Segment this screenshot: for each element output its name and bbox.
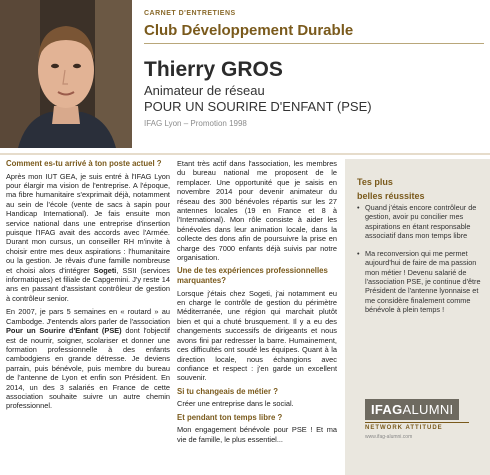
question-heading: Si tu changeais de métier ? [177, 386, 278, 396]
logo-tagline: NETWORK ATTITUDE [365, 425, 443, 431]
section-separator [0, 153, 490, 155]
article-header [132, 0, 490, 150]
person-role: Animateur de réseau [144, 83, 265, 98]
question-heading: Comment es-tu arrivé à ton poste actuel ? [6, 159, 162, 168]
logo-wordmark: IFAGALUMNI [365, 399, 459, 420]
club-title: Club Développement Durable [144, 22, 354, 39]
question-heading: Et pendant ton temps libre ? [177, 412, 283, 422]
association-name: Pour un Sourire d'Enfant (PSE) [6, 326, 122, 336]
successes-sidebar [345, 159, 490, 475]
portrait-photo [0, 0, 132, 148]
portrait-image [0, 0, 132, 148]
success-item: • Ma reconversion qui me permet aujourd'hui de faire de ma passion mon métier ! Devenu salarié de l'association PSE, je continue d'être Président de l'antenne lyonnaise et me considère finalement comme bénévole à plein temps ! [357, 249, 483, 314]
website-link[interactable]: www.ifag-alumni.com [365, 434, 413, 440]
success-list [357, 203, 483, 323]
person-organization: POUR UN SOURIRE D'ENFANT (PSE) [144, 99, 372, 114]
question-heading: Une de tes expériences professionnelles marquantes? [177, 266, 328, 286]
answer-paragraph: En 2007, je pars 5 semaines en « routard » au Cambodge. J'entends alors parler de l'association Pour un Sourire d'Enfant (PSE) dont l'objectif est de nourrir, soigner, scolariser et donner une formation professionnelle à des enfants cambodgiens en grande détresse. Je deviens parrain, puis bénévole, puis membre du bureau de l'antenne de Lyon et enfin son Président. En 2014, un des 3 salariés en France de cette association souhaite suivre un autre chemin professionnel. [6, 307, 170, 411]
company-name: Sogeti [93, 265, 117, 275]
ifag-alumni-logo[interactable] [365, 399, 475, 440]
section-kicker: CARNET D'ENTRETIENS [144, 10, 236, 17]
person-name: Thierry GROS [144, 58, 283, 81]
answer-paragraph: Créer une entreprise dans le social. [177, 399, 294, 409]
article-column-1 [6, 159, 170, 415]
promotion-label: IFAG Lyon – Promotion 1998 [144, 119, 247, 128]
answer-paragraph: Etant très actif dans l'association, les membres du bureau national me proposent de le remplacer. Une opportunité que je saisis en novembre 2014 pour devenir animateur du réseau des 300 bénévoles répartis sur les 27 antennes locales (19 en France et 8 à l'International). Mon rôle consiste à aider les bénévoles dans leur animation locale, dans la collecte des dons afin de poursuivre la prise en charge des 7000 enfants déjà suivis par notre organisation. [177, 159, 337, 263]
answer-paragraph: Mon engagement bénévole pour PSE ! Et ma vie de famille, le plus essentiel... [177, 425, 337, 444]
header-divider [144, 43, 484, 44]
answer-paragraph: Lorsque j'étais chez Sogeti, j'ai notamment eu en charge le contrôle de gestion du périmètre Méditerranée, une région qui marchait plutôt bien et qui a chuté brusquement. Il y a eu des changements successifs de dirigeants et nous avons fini par redresser la barre. Humainement, ces difficultés ont soudé les équipes. Quant à la direction locale, nous échangions avec confiance et respect : j'en garde un excellent souvenir. [177, 288, 337, 383]
success-item: • Quand j'étais encore contrôleur de gestion, avoir pu concilier mes aspirations en étant responsable associatif dans mon temps libre [357, 203, 483, 240]
logo-rule [365, 422, 469, 423]
answer-paragraph: Après mon IUT GEA, je suis entré à l'IFAG Lyon pour élargir ma vision de l'entreprise. A l'époque, ma fibre humanitaire s'exprimait déjà, notamment au sein de l'école (vente de sacs à sapin pour Handicap International). Je fais ensuite mon service national dans une entreprise d'insertion puisque l'IFAG avait des accords avec l'Armée. Durant mon cursus, un conseiller RH m'invite à choisir entre mes deux aspirations : l'humanitaire ou la gestion. Je rêvais d'une famille nombreuse et choisi alors d'intégrer Sogeti, SSII (services informatiques) et filiale de Capgemini. J'y reste 14 ans en passant d'assistant contrôleur de gestion à contrôleur senior. [6, 171, 170, 303]
article-column-2 [177, 159, 337, 448]
sidebar-title: Tes plus belles réussites [357, 177, 425, 201]
